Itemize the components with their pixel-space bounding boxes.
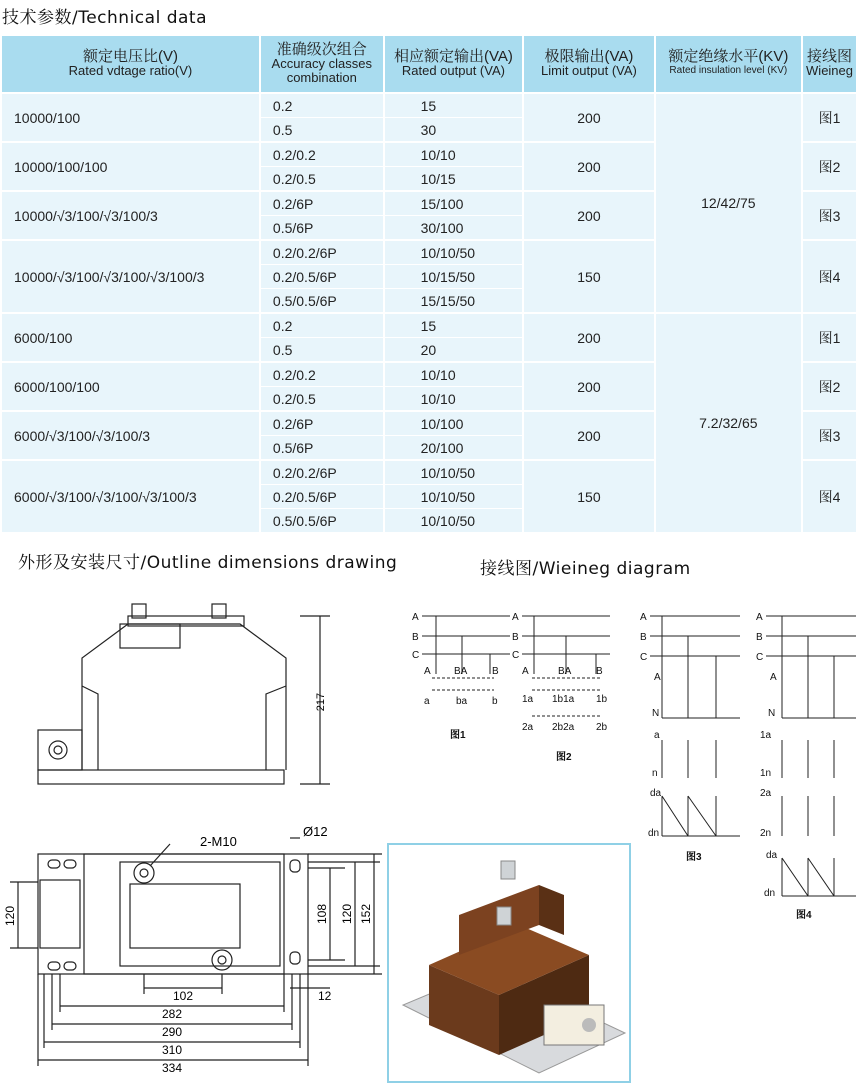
table-row: 0.2/0.5 10/10 <box>2 387 858 410</box>
secondary-box <box>40 880 80 948</box>
svg-text:1n: 1n <box>760 768 772 779</box>
technical-data-heading: 技术参数/Technical data <box>2 8 207 28</box>
header-insulation: 额定绝缘水平(KV) Rated insulation level (KV) <box>656 36 803 92</box>
dim-120-right: 120 <box>340 903 354 925</box>
svg-text:A: A <box>654 672 661 683</box>
svg-text:C: C <box>756 652 764 663</box>
table-row: 0.5 20 <box>2 338 858 361</box>
svg-text:B: B <box>596 666 603 677</box>
svg-text:2n: 2n <box>760 828 772 839</box>
dim-102: 102 <box>172 989 194 1003</box>
table-row: 6000/100/100 0.2/0.2 10/10 200 图2 <box>2 361 858 387</box>
dim-334: 334 <box>161 1061 183 1075</box>
svg-text:B: B <box>756 632 763 643</box>
wiring-diagrams <box>410 600 860 925</box>
svg-text:B: B <box>640 632 647 643</box>
fig1-phase-b: B <box>412 632 419 643</box>
header-limit: 极限输出(VA) Limit output (VA) <box>524 36 655 92</box>
svg-text:B: B <box>492 666 499 677</box>
dim-dia: Ø12 <box>303 824 328 839</box>
table-row: 0.5/6P 30/100 <box>2 216 858 239</box>
fig3-label: 图3 <box>686 852 702 863</box>
svg-text:a: a <box>424 696 430 707</box>
table-row: 0.2/0.5/6P 10/15/50 <box>2 265 858 289</box>
fig2-label: 图2 <box>556 752 572 763</box>
table-row: 10000/√3/100/√3/100/√3/100/3 0.2/0.2/6P 10/10/50 150 图4 <box>2 239 858 265</box>
table-row: 10000/100 0.2 15 200 12/42/75 图1 <box>2 92 858 118</box>
dim-108: 108 <box>315 903 329 925</box>
table-row: 0.5/6P 20/100 <box>2 436 858 459</box>
table-row: 0.5/0.5/6P 15/15/50 <box>2 289 858 312</box>
dim-12: 12 <box>318 989 332 1003</box>
table-row: 0.2/0.5 10/15 <box>2 167 858 190</box>
fig1-phase-a: A <box>412 612 419 623</box>
svg-text:ba: ba <box>456 696 468 707</box>
svg-text:A: A <box>640 612 647 623</box>
svg-text:A: A <box>770 672 777 683</box>
base-plate <box>38 770 284 784</box>
table-row: 0.5/0.5/6P 10/10/50 <box>2 509 858 532</box>
wiring-heading: 接线图/Wieineg diagram <box>480 559 691 579</box>
dim-hole: 2-M10 <box>200 834 237 849</box>
svg-text:1b: 1b <box>596 694 608 705</box>
table-row: 6000/√3/100/√3/100/√3/100/3 0.2/0.2/6P 10/10/50 150 图4 <box>2 459 858 485</box>
table-row: 10000/√3/100/√3/100/3 0.2/6P 15/100 200 图3 <box>2 190 858 216</box>
svg-text:N: N <box>768 708 776 719</box>
table-row: 0.2/0.5/6P 10/10/50 <box>2 485 858 509</box>
header-ratio: 额定电压比(V) Rated vdtage ratio(V) <box>2 36 261 92</box>
dim-120-left: 120 <box>3 905 17 927</box>
svg-text:BA: BA <box>454 666 468 677</box>
table-row: 6000/100 0.2 15 200 7.2/32/65 图1 <box>2 312 858 338</box>
svg-text:b: b <box>492 696 498 707</box>
side-view-drawing <box>0 590 380 815</box>
svg-text:2a: 2a <box>522 722 534 733</box>
fig1-phase-c: C <box>412 650 420 661</box>
header-accuracy: 准确级次组合 Accuracy classes combination <box>261 36 385 92</box>
svg-text:2b: 2b <box>596 722 608 733</box>
technical-data-table <box>2 36 858 532</box>
top-view-drawing <box>0 822 385 1084</box>
table-header-row <box>2 36 858 92</box>
svg-text:a: a <box>654 730 660 741</box>
svg-text:2b2a: 2b2a <box>552 722 575 733</box>
fig4-label: 图4 <box>796 910 812 921</box>
svg-text:dn: dn <box>764 888 776 899</box>
terminal-hole-1 <box>134 863 154 883</box>
housing-outline <box>82 624 286 770</box>
svg-text:A: A <box>424 666 431 677</box>
secondary-box <box>38 730 82 770</box>
table-row: 10000/100/100 0.2/0.2 10/10 200 图2 <box>2 141 858 167</box>
svg-text:1a: 1a <box>760 730 772 741</box>
svg-text:dn: dn <box>648 828 660 839</box>
fig1-label: 图1 <box>450 730 466 741</box>
svg-text:C: C <box>640 652 648 663</box>
insulation-10kv: 12/42/75 <box>656 92 803 312</box>
dim-height: 217 <box>315 692 327 712</box>
svg-text:C: C <box>512 650 520 661</box>
svg-text:BA: BA <box>558 666 572 677</box>
top-block <box>120 624 180 648</box>
svg-text:A: A <box>522 666 529 677</box>
svg-text:n: n <box>652 768 658 779</box>
dim-152: 152 <box>359 903 373 925</box>
header-output: 相应额定输出(VA) Rated output (VA) <box>385 36 525 92</box>
svg-text:A: A <box>756 612 763 623</box>
header-wiring: 接线图 Wieineg <box>803 36 858 92</box>
insulation-6kv: 7.2/32/65 <box>656 312 803 532</box>
dim-282: 282 <box>161 1007 183 1021</box>
svg-text:1a: 1a <box>522 694 534 705</box>
svg-text:N: N <box>652 708 660 719</box>
terminal-hole-2 <box>212 950 232 970</box>
svg-text:2a: 2a <box>760 788 772 799</box>
table-row: 6000/√3/100/√3/100/3 0.2/6P 10/100 200 图3 <box>2 410 858 436</box>
svg-text:da: da <box>650 788 662 799</box>
svg-text:A: A <box>512 612 519 623</box>
dim-310: 310 <box>161 1043 183 1057</box>
svg-text:B: B <box>512 632 519 643</box>
base-outline <box>38 854 308 974</box>
table-row: 0.5 30 <box>2 118 858 141</box>
svg-text:da: da <box>766 850 778 861</box>
dim-290: 290 <box>161 1025 183 1039</box>
svg-text:1b1a: 1b1a <box>552 694 575 705</box>
outline-heading: 外形及安装尺寸/Outline dimensions drawing <box>18 553 398 573</box>
